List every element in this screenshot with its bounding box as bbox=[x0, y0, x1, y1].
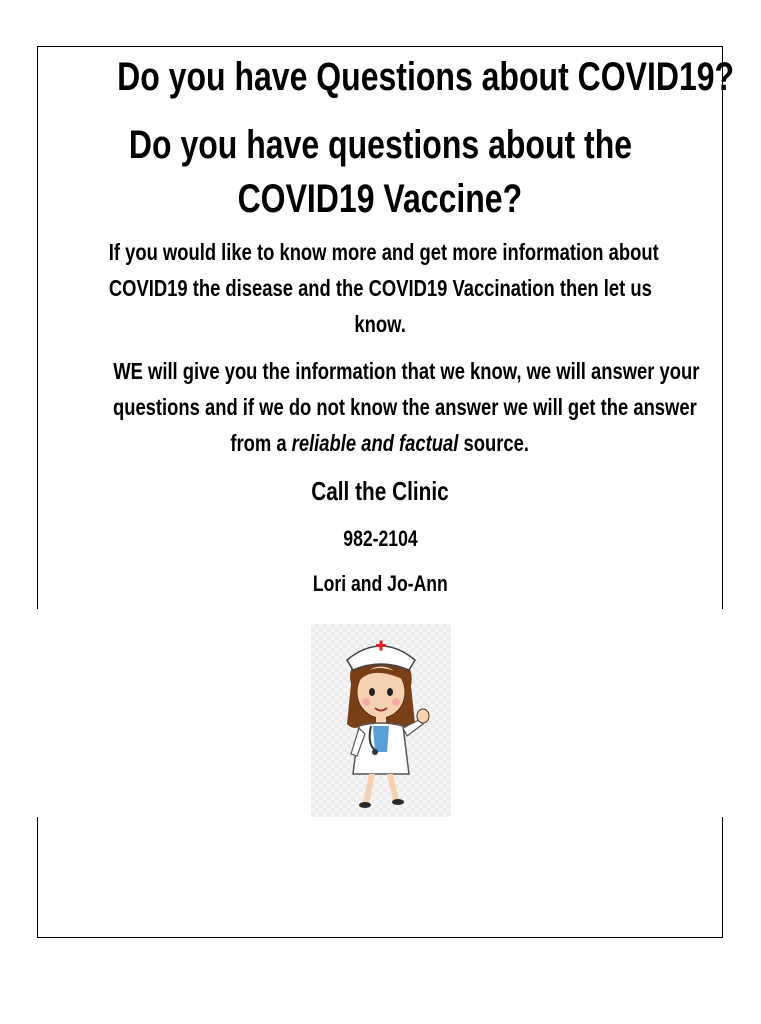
intro-line: COVID19 the disease and the COVID19 Vaccination then let us bbox=[108, 275, 652, 301]
frame-border-left-upper bbox=[37, 46, 38, 609]
sub-heading bbox=[40, 118, 720, 226]
frame-border-bottom bbox=[37, 937, 723, 938]
sub-heading-line-1: Do you have questions about the bbox=[128, 123, 632, 167]
intro-line: know. bbox=[354, 311, 406, 337]
promise-line: questions and if we do not know the answer we will get the answer bbox=[112, 394, 697, 420]
contact-names: Lori and Jo-Ann bbox=[312, 571, 448, 596]
intro-line: If you would like to know more and get more information about bbox=[108, 239, 659, 265]
clinic-phone-number: 982-2104 bbox=[342, 526, 418, 551]
promise-paragraph bbox=[40, 353, 720, 461]
promise-line-last bbox=[231, 425, 530, 461]
flyer-content bbox=[40, 50, 735, 602]
intro-paragraph bbox=[40, 234, 720, 342]
main-heading: Do you have Questions about COVID19? bbox=[117, 55, 735, 99]
frame-border-right-lower bbox=[722, 817, 723, 938]
frame-border-right-upper bbox=[722, 46, 723, 609]
frame-border-left-lower bbox=[37, 817, 38, 938]
promise-line: WE will give you the information that we know, we will answer your bbox=[113, 358, 700, 384]
promise-emphasis: reliable and factual bbox=[292, 430, 459, 456]
sub-heading-line-2: COVID19 Vaccine? bbox=[237, 177, 523, 221]
nurse-cartoon-icon bbox=[311, 624, 451, 817]
call-the-clinic-heading: Call the Clinic bbox=[311, 476, 449, 506]
nurse-illustration bbox=[311, 624, 451, 817]
promise-suffix: source. bbox=[458, 430, 530, 456]
promise-prefix: from a bbox=[230, 430, 293, 456]
frame-border-top bbox=[37, 46, 723, 47]
